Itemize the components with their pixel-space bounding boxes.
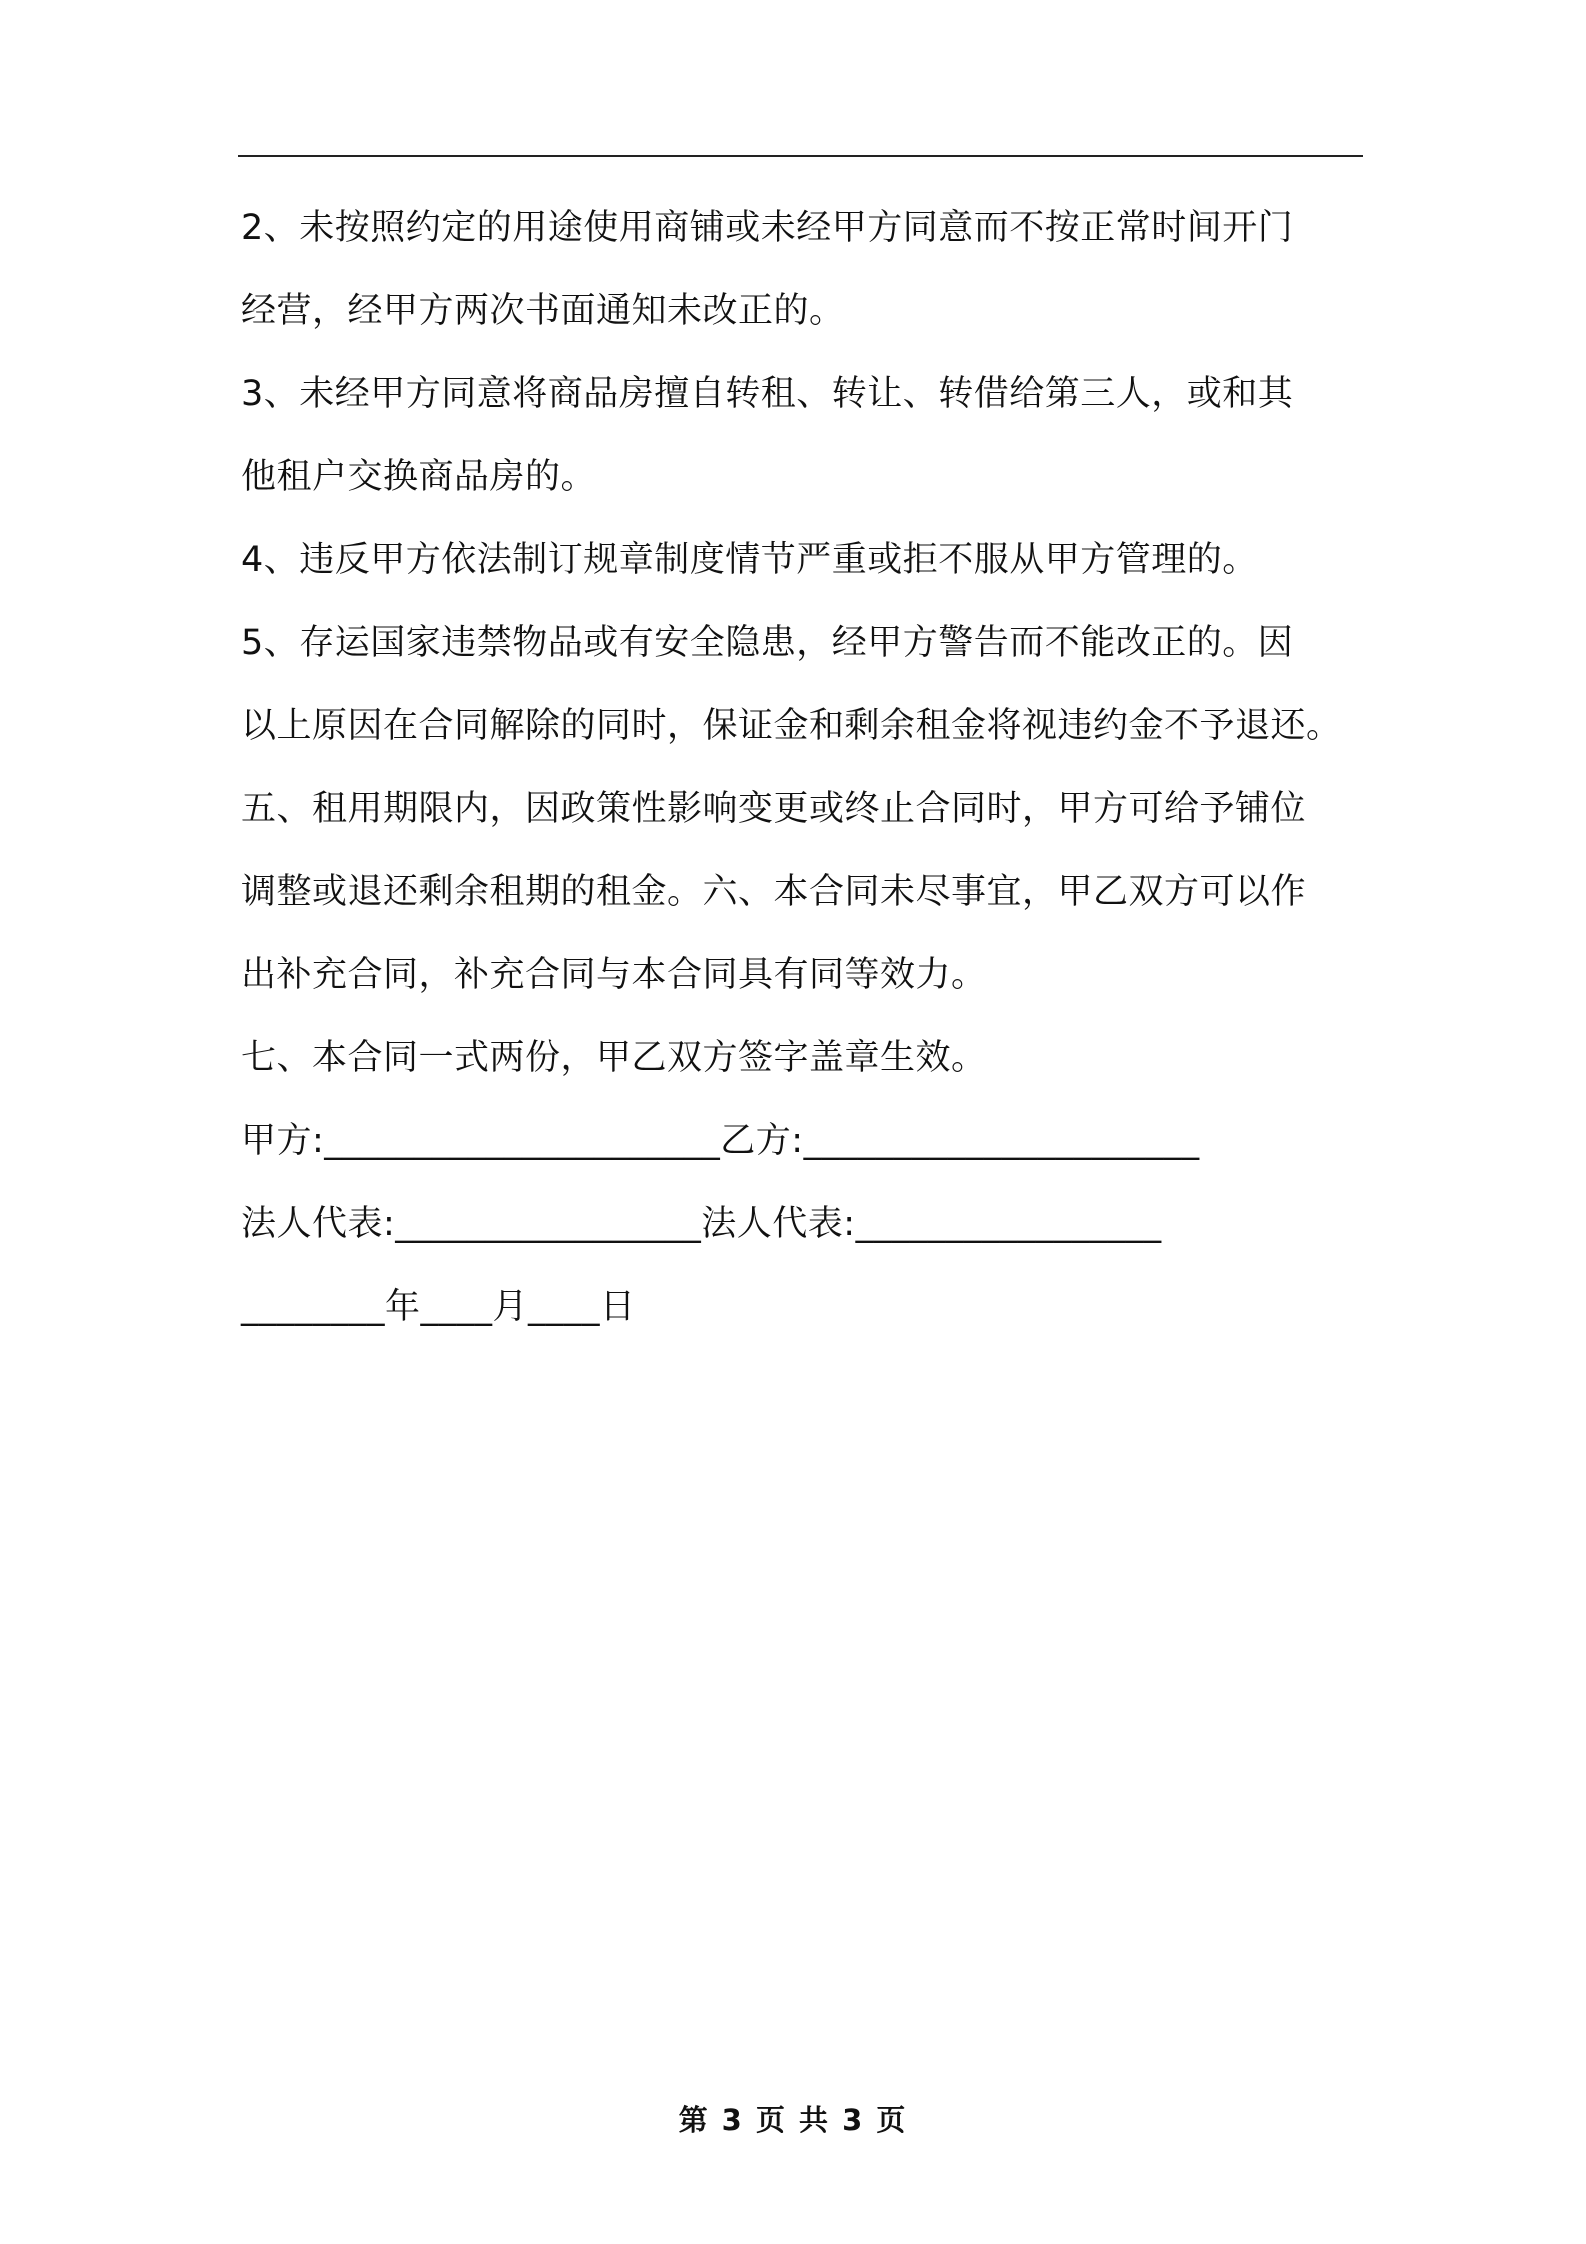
line-8: 五、租用期限内，因政策性影响变更或终止合同时，甲方可给予铺位 — [241, 789, 1307, 829]
contract-body — [241, 187, 1376, 1349]
line-3: 3、未经甲方同意将商品房擅自转租、转让、转借给第三人，或和其 — [241, 374, 1294, 414]
page-number: 第 3 页 共 3 页 — [678, 2103, 908, 2137]
line-9: 调整或退还剩余租期的租金。六、本合同未尽事宜，甲乙双方可以作 — [241, 872, 1307, 912]
line-11: 七、本合同一式两份，甲乙双方签字盖章生效。 — [241, 1038, 987, 1078]
line-2: 经营，经甲方两次书面通知未改正的。 — [241, 291, 845, 331]
line-7: 以上原因在合同解除的同时，保证金和剩余租金将视违约金不予退还。 — [241, 706, 1342, 746]
signature-date-line: ________年____月____日 — [241, 1287, 636, 1327]
line-4: 他租户交换商品房的。 — [241, 457, 597, 497]
header-rule — [238, 155, 1363, 157]
line-6: 5、存运国家违禁物品或有安全隐患，经甲方警告而不能改正的。因 — [241, 623, 1294, 663]
line-10: 出补充合同，补充合同与本合同具有同等效力。 — [241, 955, 987, 995]
signature-party-line: 甲方:______________________乙方:______________________ — [241, 1121, 1200, 1161]
signature-rep-line: 法人代表:_________________法人代表:_________________ — [241, 1204, 1162, 1244]
line-1: 2、未按照约定的用途使用商铺或未经甲方同意而不按正常时间开门 — [241, 208, 1294, 248]
line-5: 4、违反甲方依法制订规章制度情节严重或拒不服从甲方管理的。 — [241, 540, 1258, 580]
